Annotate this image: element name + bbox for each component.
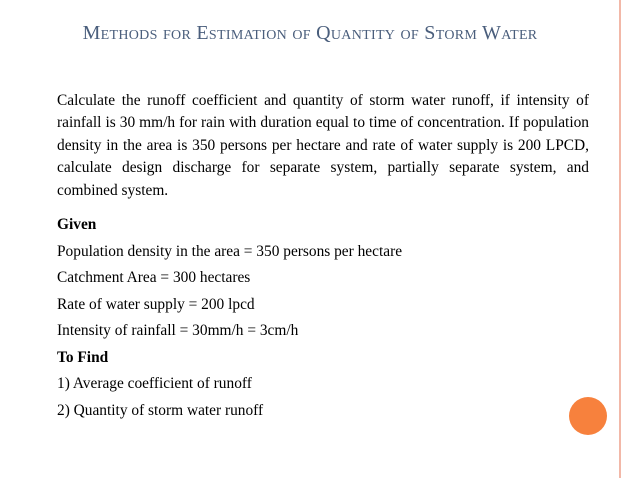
slide-title: Methods for Estimation of Quantity of Storm Water [82, 22, 538, 44]
given-item: Intensity of rainfall = 30mm/h = 3cm/h [57, 322, 299, 340]
slide-body [57, 90, 589, 424]
find-item: 2) Quantity of storm water runoff [57, 401, 264, 419]
given-item: Catchment Area = 300 hectares [57, 269, 251, 287]
slide-border-line [619, 0, 621, 478]
given-heading: Given [57, 216, 97, 234]
find-heading: To Find [57, 348, 109, 366]
find-item: 1) Average coefficient of runoff [57, 375, 252, 393]
decorative-circle [569, 397, 607, 435]
problem-statement: Calculate the runoff coefficient and quantity of storm water runoff, if intensity of rainfall is 30 mm/h for rain with duration equal to time of concentration. If population density in the area is 350 persons per hectare and rate of water supply is 200 LPCD, calculate design discharge for separate system, partially separate system, and combined system. [57, 92, 589, 199]
given-item: Rate of water supply = 200 lpcd [57, 295, 255, 313]
given-item: Population density in the area = 350 persons per hectare [57, 242, 403, 260]
